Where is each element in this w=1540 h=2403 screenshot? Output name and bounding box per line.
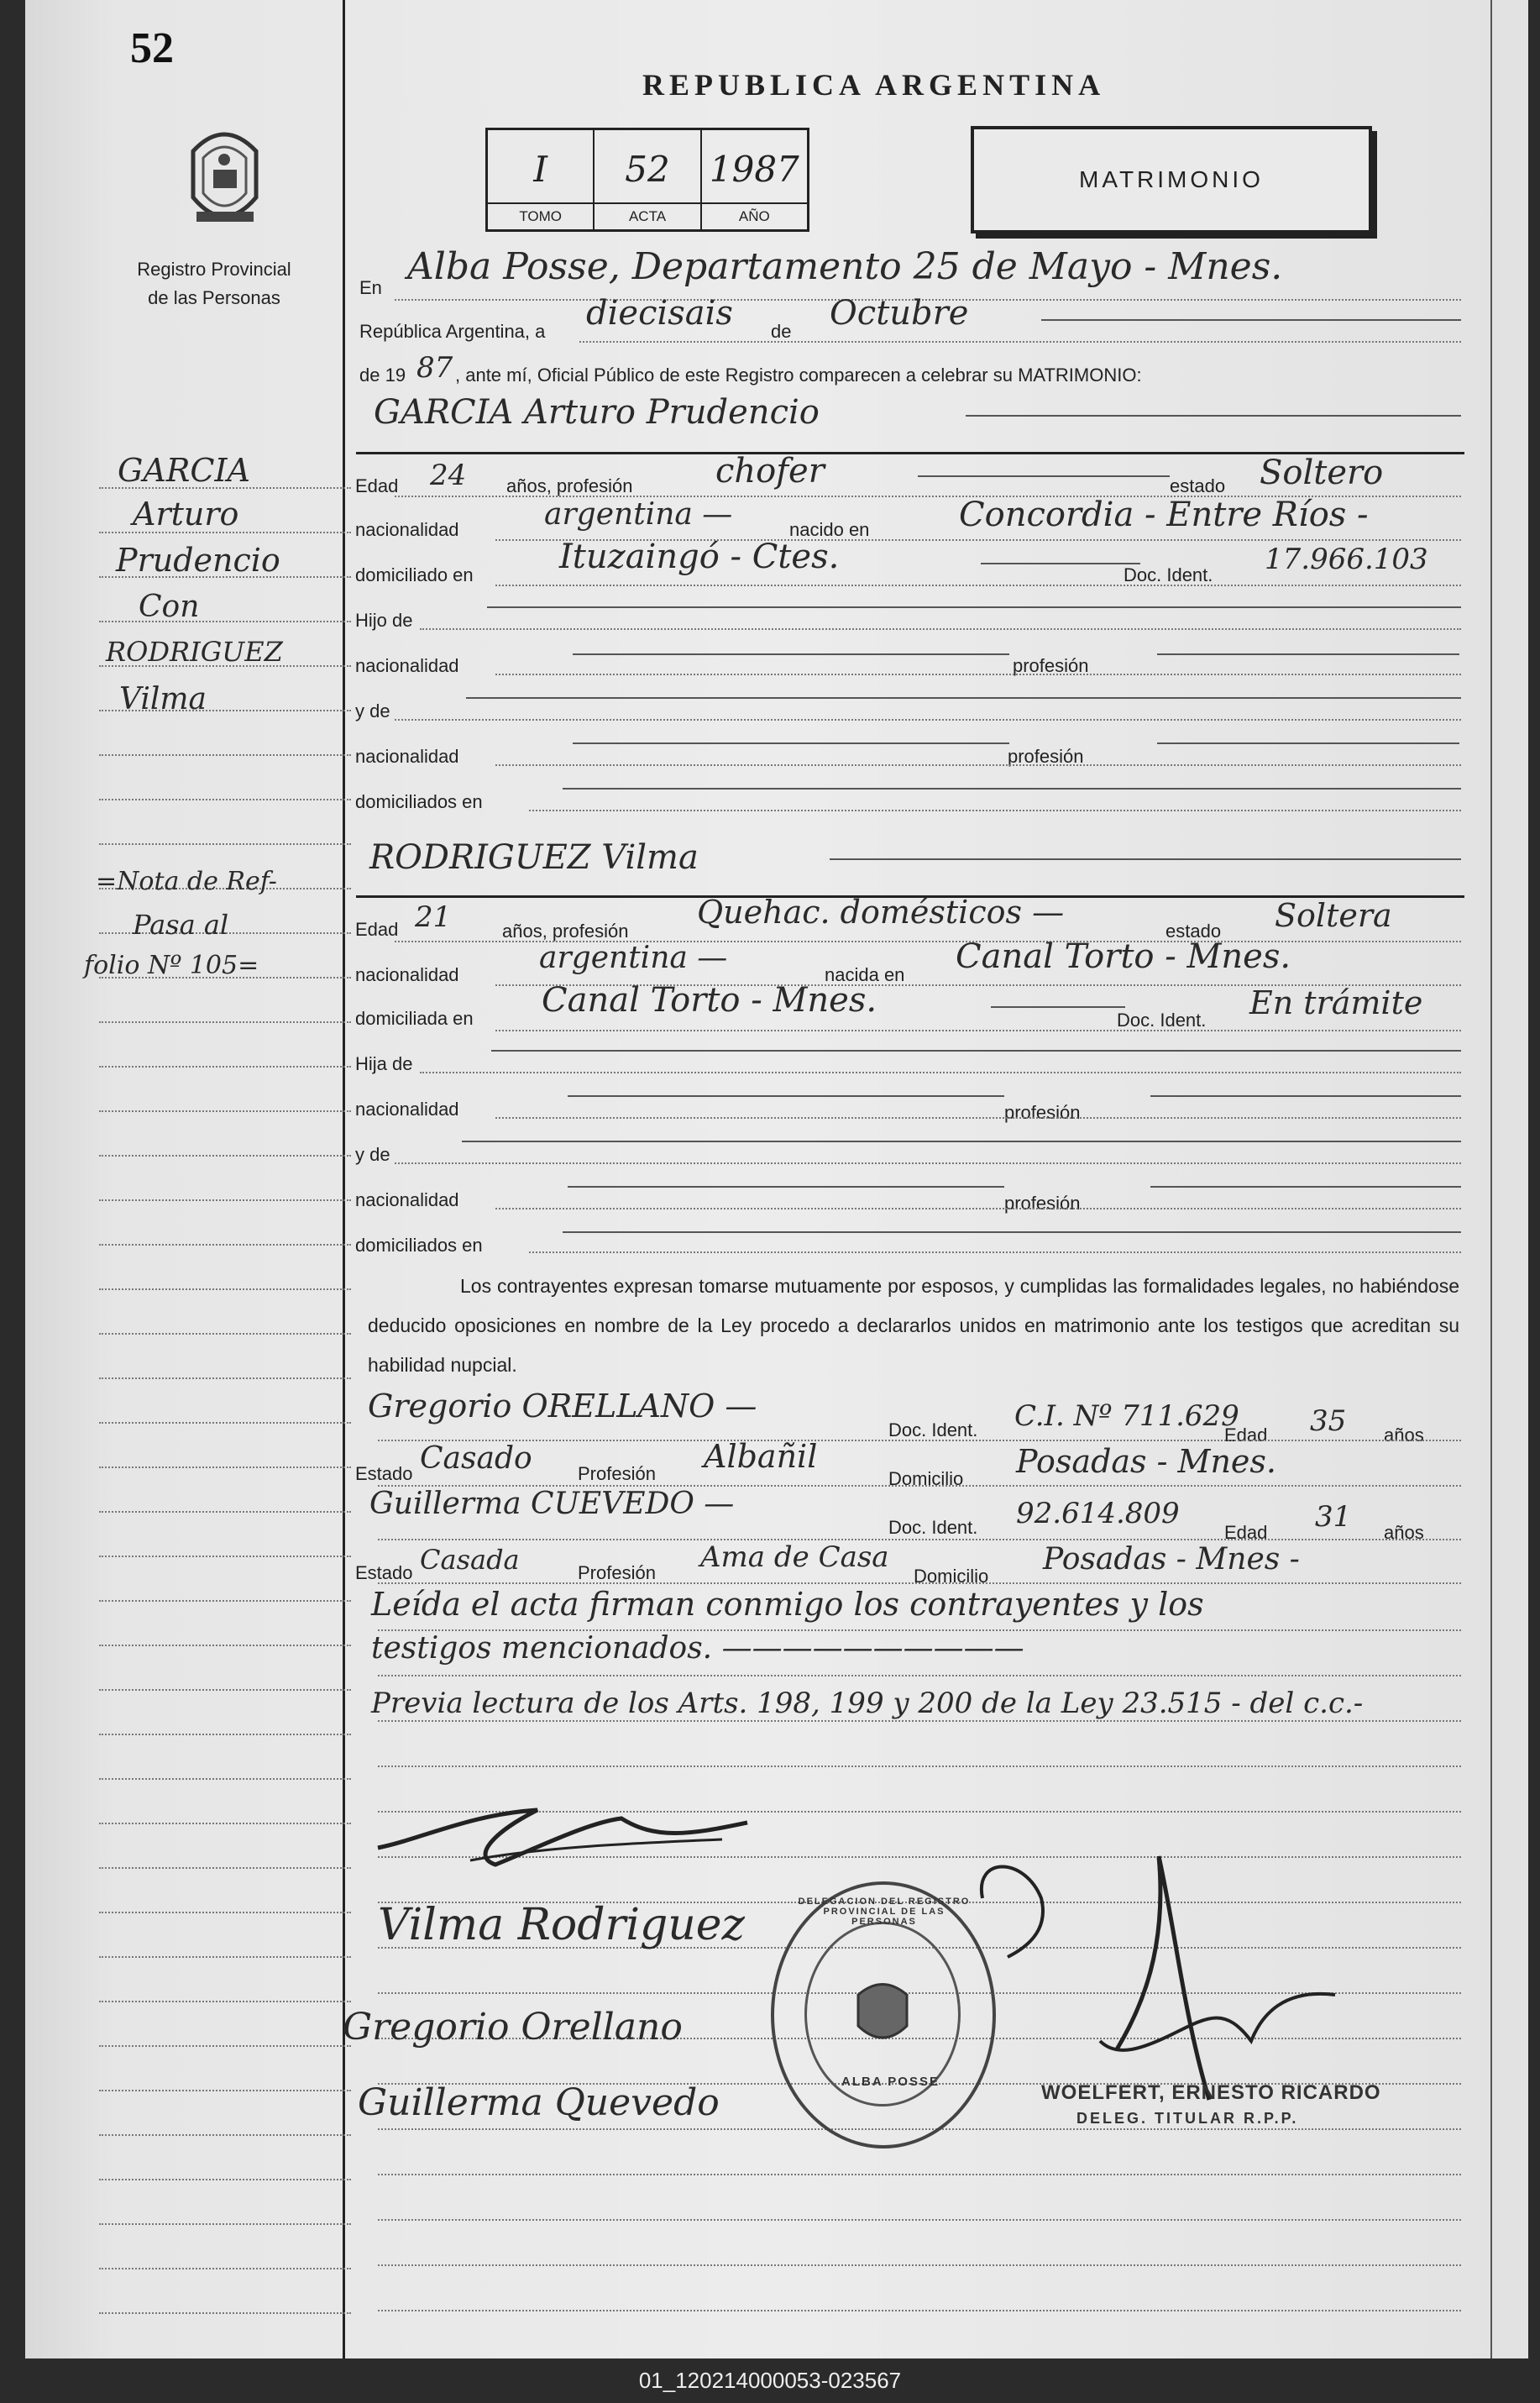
bride-status-label: estado [1165, 921, 1222, 942]
closing-line-3: Previa lectura de los Arts. 198, 199 y 200 de la Ley 23.515 - del c.c.- [371, 1687, 1364, 1720]
groom-and-label: y de [355, 700, 390, 721]
witness1-prof: Albañil [704, 1438, 818, 1475]
bride-parent-nat-label-2: nacionalidad [355, 1189, 459, 1210]
bride-age-label: Edad [355, 919, 399, 940]
witness2-dom: Posadas - Mnes - [1043, 1542, 1300, 1577]
declaration-text: Los contrayentes expresan tomarse mutuamente por esposos, y cumplidas las formalidades legales, no habiéndose deducido oposiciones en nombre de la Ley procedo a declararlos unidos en matrimonio ante los testigos que acreditan su habilidad nupcial. [368, 1275, 1459, 1376]
bride-parent-prof-label: profesión [1004, 1102, 1081, 1123]
groom-profession-label: años, profesión [506, 475, 633, 496]
month-value: Octubre [830, 294, 969, 333]
register-page [25, 0, 1528, 2358]
provincial-emblem-icon [185, 118, 265, 235]
witness2-age: 31 [1315, 1500, 1352, 1534]
groom-status: Soltero [1260, 454, 1384, 492]
registry-line-1: Registro Provincial [137, 259, 291, 280]
bride-born-label: nacida en [825, 964, 905, 985]
bride-child-of-label: Hija de [355, 1053, 413, 1074]
bride-and-label: y de [355, 1144, 390, 1165]
bride-doc-label: Doc. Ident. [1117, 1010, 1207, 1031]
bride-profession: Quehac. domésticos — [697, 894, 1065, 931]
tomo-acta-box [485, 128, 809, 232]
right-rule [1490, 0, 1492, 2358]
acta-value: 52 [625, 149, 670, 190]
intro-sentence: , ante mí, Oficial Público de este Registro comparecen a celebrar su MATRIMONIO: [455, 365, 1142, 386]
bride-nationality: argentina — [539, 941, 728, 975]
closing-line-1: Leída el acta firman conmigo los contrayentes y los [371, 1586, 1204, 1623]
bride-address-label: domiciliada en [355, 1008, 474, 1029]
witness1-prof-label: Profesión [578, 1463, 656, 1484]
ref-note-1: =Nota de Ref- [96, 867, 277, 896]
margin-name-4: Con [139, 590, 200, 624]
witness2-status-label: Estado [355, 1562, 413, 1583]
groom-signature [369, 1789, 756, 1881]
bride-age: 21 [415, 900, 452, 934]
witness1-doc-label: Doc. Ident. [888, 1419, 978, 1440]
witness1-name: Gregorio ORELLANO — [368, 1388, 757, 1424]
groom-parent-nat-label-2: nacionalidad [355, 746, 459, 767]
witness1-doc: C.I. Nº 711.629 [1014, 1399, 1239, 1433]
en-label: En [359, 277, 382, 298]
ref-note-3: folio Nº 105= [84, 951, 259, 980]
record-type-box: MATRIMONIO [971, 126, 1372, 233]
tomo-label: TOMO [488, 202, 593, 229]
witness1-status-label: Estado [355, 1463, 413, 1484]
bride-parents-address-label: domiciliados en [355, 1235, 483, 1256]
witness1-age-label: Edad [1224, 1424, 1268, 1445]
witness1-age: 35 [1310, 1404, 1347, 1438]
groom-age: 24 [430, 459, 467, 492]
witness1-years-label: años [1384, 1424, 1424, 1445]
registry-line-2: de las Personas [148, 287, 280, 308]
groom-parent-nat-label: nacionalidad [355, 655, 459, 676]
witness2-years-label: años [1384, 1522, 1424, 1543]
stamp-inner-text: ALBA POSSE [841, 2075, 940, 2089]
witness2-age-label: Edad [1224, 1522, 1268, 1543]
witness2-doc-label: Doc. Ident. [888, 1517, 978, 1538]
groom-name: GARCIA Arturo Prudencio [374, 393, 820, 432]
witness1-dom: Posadas - Mnes. [1016, 1443, 1276, 1480]
margin-name-6: Vilma [119, 682, 207, 716]
groom-parent-prof-label-2: profesión [1008, 746, 1084, 767]
footer-id: 01_120214000053-023567 [638, 2368, 902, 2393]
de-label: de [771, 321, 792, 342]
groom-nationality: argentina — [544, 497, 733, 532]
bride-doc: En trámite [1249, 984, 1423, 1021]
day-value: diecisais [586, 294, 733, 333]
witness2-doc: 92.614.809 [1016, 1497, 1180, 1530]
place-value: Alba Posse, Departamento 25 de Mayo - Mnes. [407, 245, 1283, 288]
signature-1: Vilma Rodriguez [378, 1900, 745, 1950]
margin-name-5: RODRIGUEZ [106, 636, 283, 668]
closing-line-2: testigos mencionados. —————————— [371, 1631, 1024, 1666]
margin-name-2: Arturo [133, 496, 239, 533]
official-name: WOELFERT, ERNESTO RICARDO [1041, 2081, 1381, 2104]
anio-label: AÑO [702, 202, 807, 229]
stamp-emblem-icon [851, 1974, 914, 2049]
ref-note-2: Pasa al [133, 909, 229, 941]
bride-address: Canal Torto - Mnes. [542, 981, 877, 1020]
witness2-prof-label: Profesión [578, 1562, 656, 1583]
witness2-status: Casada [420, 1544, 520, 1576]
bride-status: Soltera [1275, 897, 1392, 934]
republica-label: República Argentina, a [359, 321, 546, 342]
bride-born: Canal Torto - Mnes. [956, 937, 1291, 976]
bride-parent-prof-label-2: profesión [1004, 1193, 1081, 1214]
witness1-status: Casado [420, 1441, 532, 1476]
official-stamp [771, 1881, 996, 2149]
page-number: 52 [130, 24, 174, 72]
acta-label: ACTA [595, 202, 699, 229]
margin-rule [343, 0, 345, 2358]
witness1-dom-label: Domicilio [888, 1468, 964, 1489]
bride-parent-nat-label: nacionalidad [355, 1099, 459, 1120]
country-title: REPUBLICA ARGENTINA [642, 68, 1106, 102]
anio-cell [702, 130, 807, 229]
tomo-value: I [533, 149, 547, 190]
groom-doc: 17.966.103 [1265, 543, 1428, 576]
acta-cell [595, 130, 701, 229]
anio-value: 1987 [709, 149, 799, 190]
groom-status-label: estado [1170, 475, 1226, 496]
bride-name: RODRIGUEZ Vilma [369, 838, 699, 877]
signature-2: Gregorio Orellano [343, 2006, 683, 2049]
year-suffix: 87 [416, 351, 453, 385]
groom-profession: chofer [715, 452, 825, 491]
tomo-cell [488, 130, 595, 229]
groom-address: Ituzaingó - Ctes. [559, 538, 840, 576]
witness2-dom-label: Domicilio [914, 1566, 989, 1587]
groom-parents-address-label: domiciliados en [355, 791, 483, 812]
groom-nat-label: nacionalidad [355, 519, 459, 540]
margin-name-3: Prudencio [116, 542, 280, 579]
margin-name-1: GARCIA [118, 452, 250, 489]
groom-born-label: nacido en [789, 519, 870, 540]
groom-address-label: domiciliado en [355, 564, 474, 585]
witness2-prof: Ama de Casa [700, 1540, 889, 1574]
bride-profession-label: años, profesión [502, 921, 629, 942]
stamp-outer-text: DELEGACION DEL REGISTRO PROVINCIAL DE LAS PERSONAS [798, 1897, 971, 1927]
registry-name [122, 255, 306, 312]
year-prefix: de 19 [359, 365, 406, 386]
groom-doc-label: Doc. Ident. [1124, 564, 1213, 585]
groom-parent-prof-label: profesión [1013, 655, 1089, 676]
witness2-name: Guillerma CUEVEDO — [369, 1487, 735, 1521]
official-title: DELEG. TITULAR R.P.P. [1076, 2110, 1299, 2127]
groom-age-label: Edad [355, 475, 399, 496]
groom-child-of-label: Hijo de [355, 610, 413, 631]
bride-nat-label: nacionalidad [355, 964, 459, 985]
groom-born: Concordia - Entre Ríos - [959, 496, 1369, 534]
signature-3: Guillerma Quevedo [358, 2081, 720, 2124]
